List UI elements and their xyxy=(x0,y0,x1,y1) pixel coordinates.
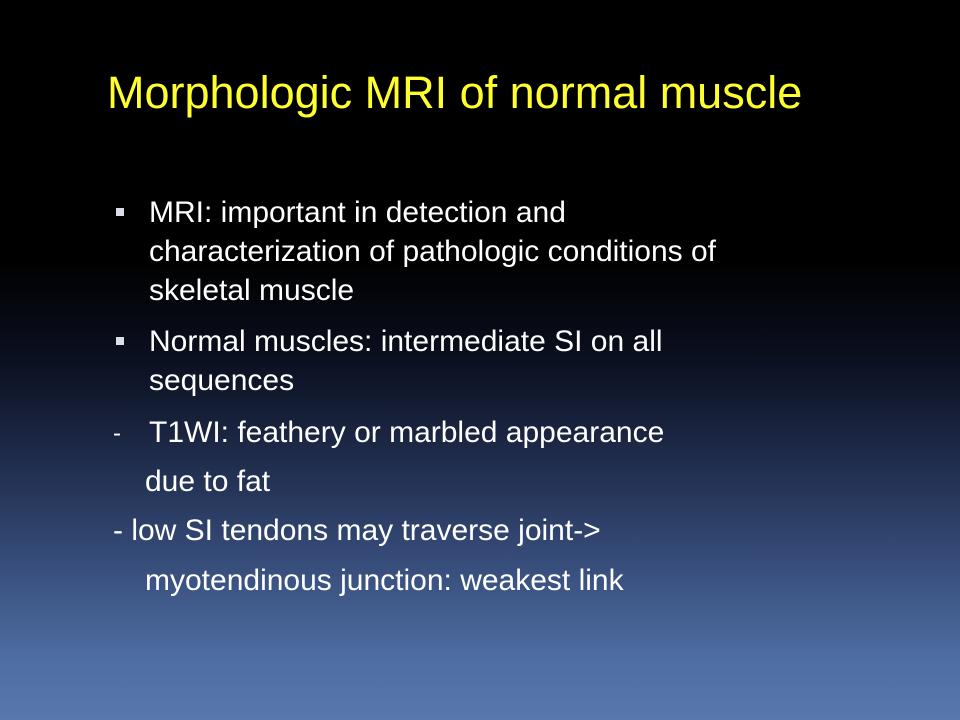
bullet-1-line-2: characterization of pathologic conditions of xyxy=(149,235,717,268)
bullet-2-line-2: sequences xyxy=(149,364,295,397)
bullet-1-line-1: MRI: important in detection and xyxy=(149,196,566,229)
square-bullet-icon xyxy=(116,337,124,345)
square-bullet-icon xyxy=(116,208,124,216)
bullet-1-line-3: skeletal muscle xyxy=(149,274,355,307)
continuation-line-2: - low SI tendons may traverse joint-> xyxy=(113,514,601,547)
slide-title: Morphologic MRI of normal muscle xyxy=(107,67,803,118)
bullet-3-line-1: T1WI: feathery or marbled appearance xyxy=(149,416,665,449)
dash-bullet-marker: - xyxy=(113,420,121,447)
continuation-line-1: due to fat xyxy=(145,465,271,498)
bullet-2-line-1: Normal muscles: intermediate SI on all xyxy=(149,325,663,358)
continuation-line-3: myotendinous junction: weakest link xyxy=(145,564,624,597)
